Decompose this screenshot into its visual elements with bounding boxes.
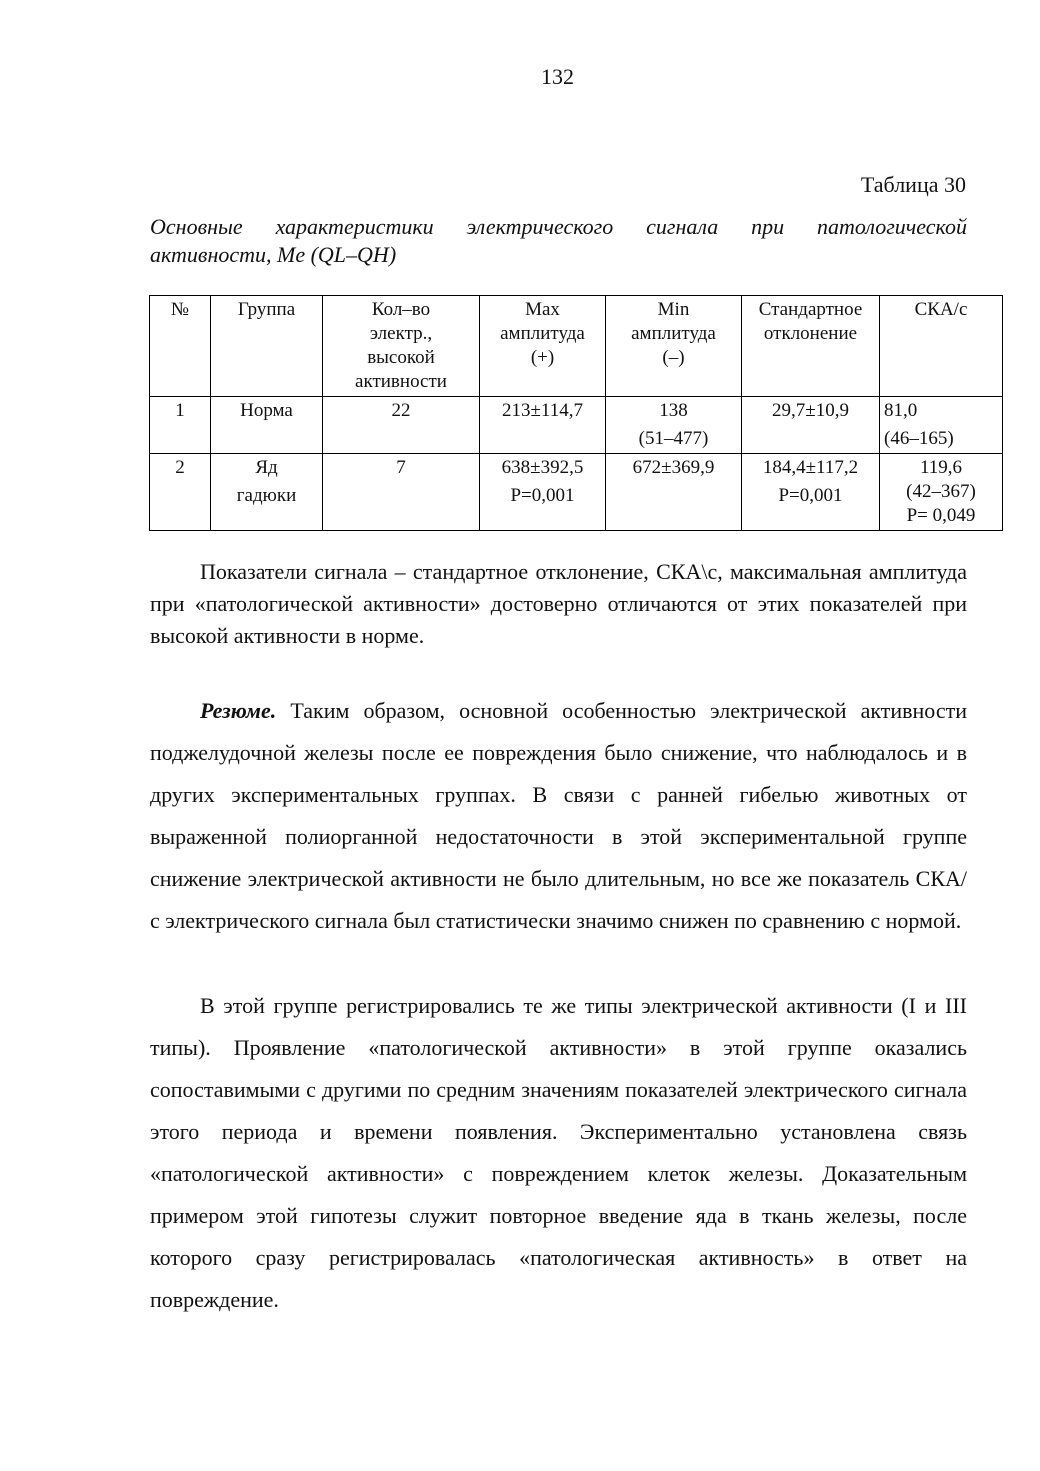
summary-lead: Резюме.	[200, 698, 277, 723]
paragraph: Показатели сигнала – стандартное отклонение, СКА\с, максимальная амплитуда при «патологической активности» достоверно отличаются от этих показателей при высокой активности в норме.	[150, 559, 967, 648]
paragraph: В этой группе регистрировались те же типы электрической активности (I и III типы). Проявление «патологической активности» в этой группе оказались сопоставимыми с другими по средним значениям показателей электрического сигнала этого периода и времени появления. Экспериментально установлена связь «патологической активности» с повреждением клеток железы. Доказательным примером этой гипотезы служит повторное введение яда в ткань железы, после которого сразу регистрировалась «патологическая активность» в ответ на повреждение.	[150, 993, 967, 1312]
page-number: 132	[541, 64, 574, 89]
table-cell: 213±114,7	[480, 397, 606, 454]
table-cell: 184,4±117,2 P=0,001	[742, 454, 880, 531]
table-row	[150, 454, 1003, 531]
table-cell: 138 (51–477)	[606, 397, 742, 454]
table-caption	[150, 213, 967, 269]
table-cell: Яд гадюки	[211, 454, 323, 531]
table-caption-line: Основные характеристики электрического сигнала при патологической	[150, 214, 967, 239]
table-cell: 2	[150, 454, 211, 531]
table-cell: 1	[150, 397, 211, 454]
header-cell: Max амплитуда (+)	[480, 296, 606, 397]
table-cell: 22	[323, 397, 480, 454]
table-cell: 81,0 (46–165)	[880, 397, 1003, 454]
table-cell: 29,7±10,9	[742, 397, 880, 454]
header-cell: Стандартное отклонение	[742, 296, 880, 397]
header-cell: Кол–во электр., высокой активности	[323, 296, 480, 397]
table-cell: 119,6 (42–367) P= 0,049	[880, 454, 1003, 531]
header-cell: №	[150, 296, 211, 397]
data-table	[149, 295, 1003, 531]
table-row	[150, 397, 1003, 454]
header-cell: СКА/с	[880, 296, 1003, 397]
table-header-row	[150, 296, 1003, 397]
table-cell: 672±369,9	[606, 454, 742, 531]
table-cell: 7	[323, 454, 480, 531]
table-caption-line: активности, Me (QL–QH)	[150, 242, 397, 267]
summary-paragraph	[150, 690, 967, 942]
table-cell: Норма	[211, 397, 323, 454]
summary-text: Таким образом, основной особенностью электрической активности поджелудочной железы после ее повреждения было снижение, что наблюдалось и в других экспериментальных группах. В связи с ранней гибелью животных от выраженной полиорганной недостаточности в этой экспериментальной группе снижение электрической активности не было длительным, но все же показатель СКА/с электрического сигнала был статистически значимо снижен по сравнению с нормой.	[150, 698, 967, 933]
table-label: Таблица 30	[860, 172, 966, 197]
header-cell: Min амплитуда (–)	[606, 296, 742, 397]
header-cell: Группа	[211, 296, 323, 397]
table-cell: 638±392,5 P=0,001	[480, 454, 606, 531]
